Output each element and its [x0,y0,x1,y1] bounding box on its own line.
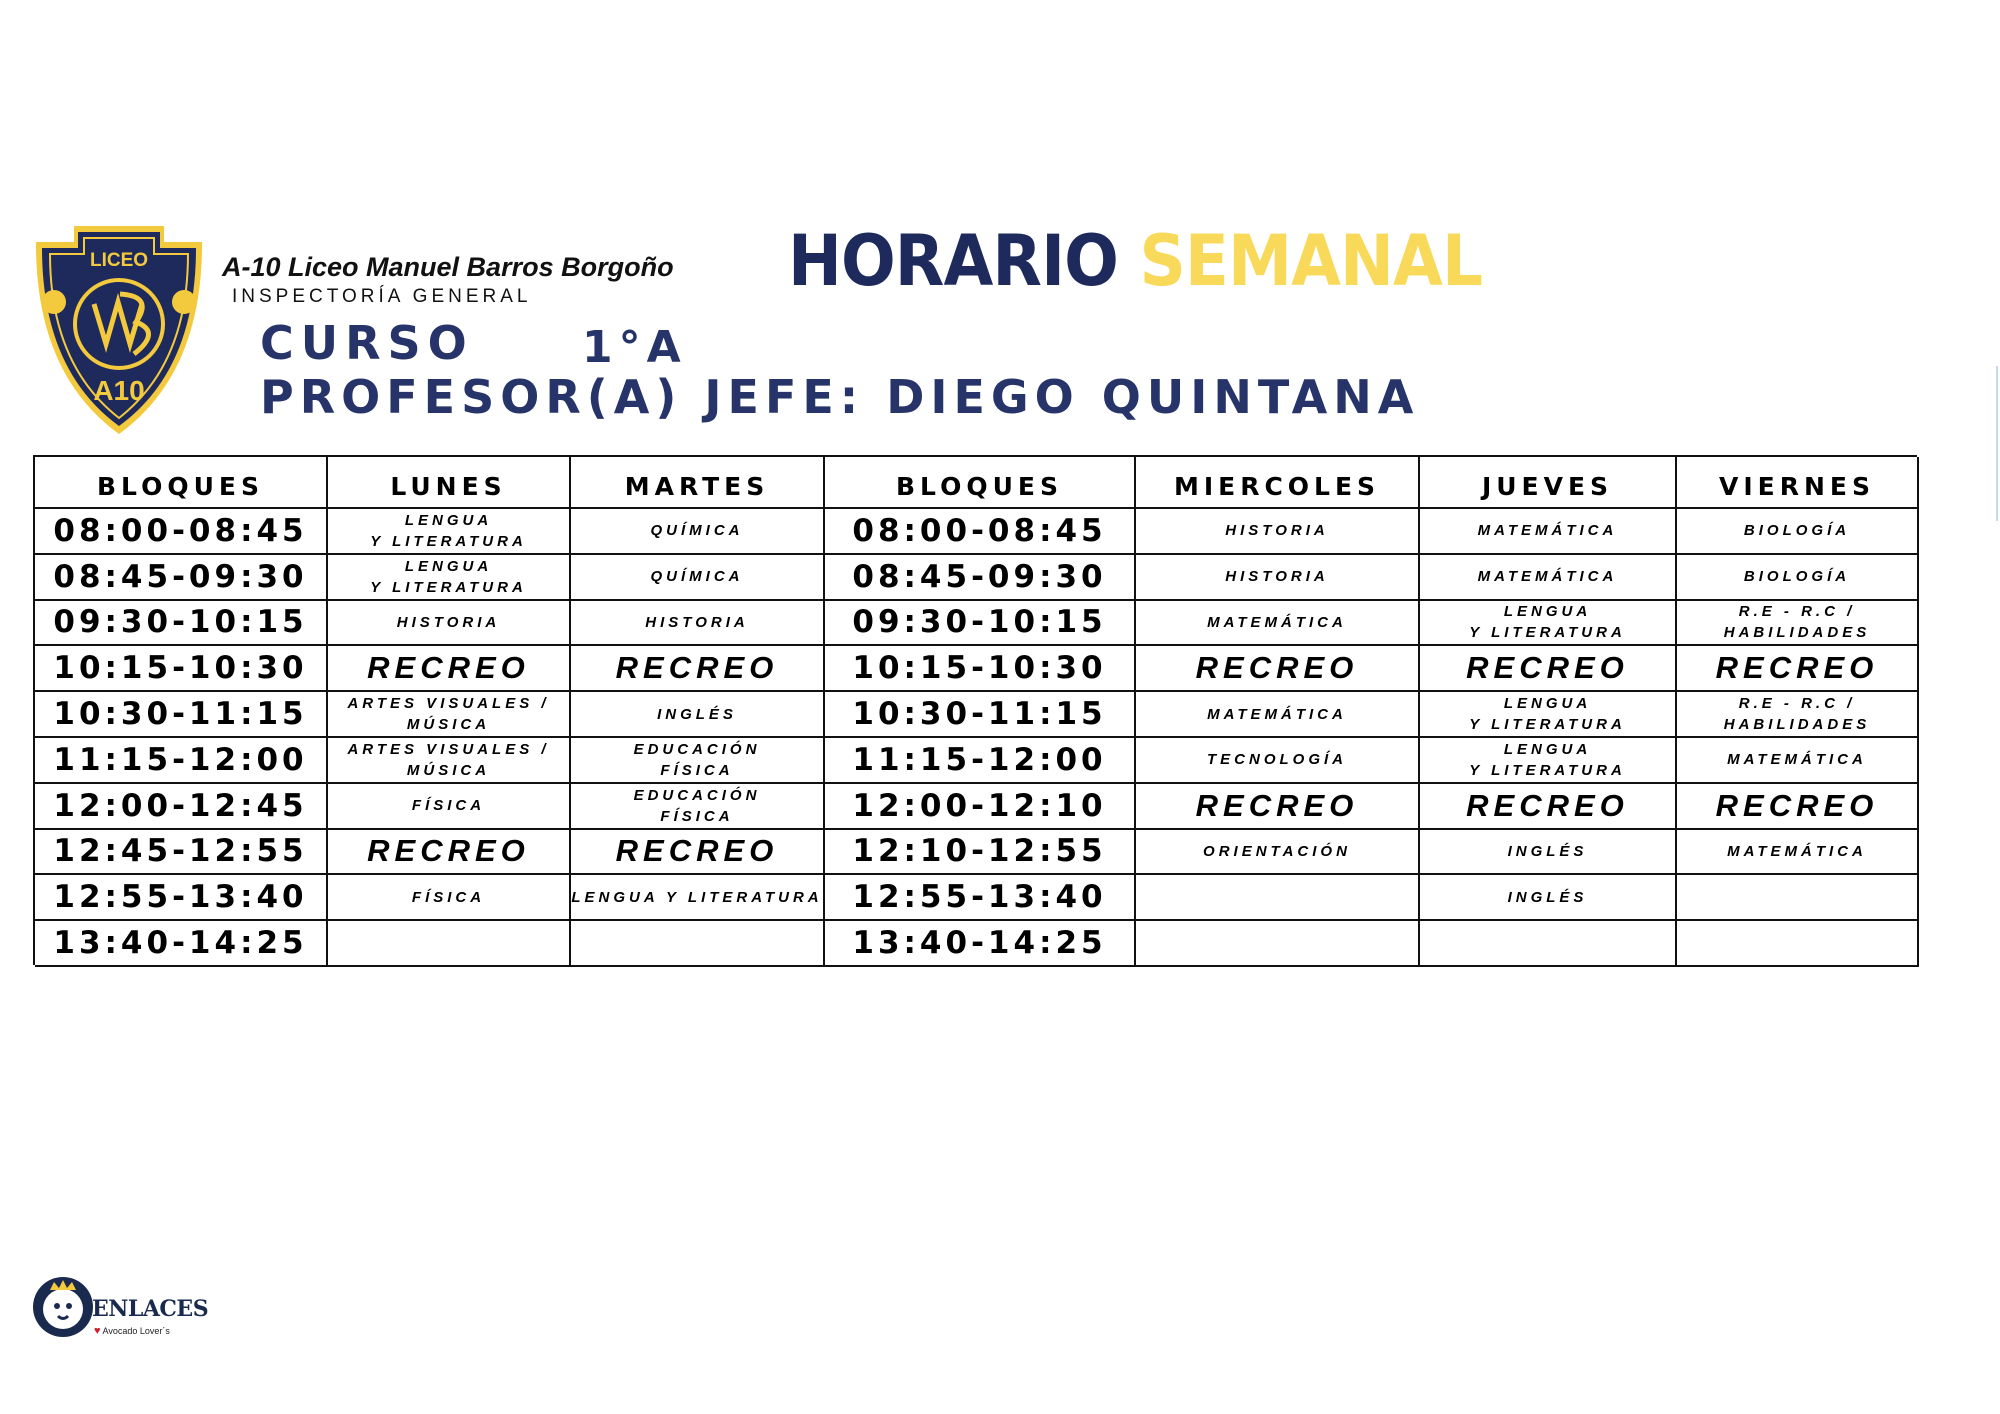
schedule-table [33,455,1917,965]
subject-cell: QUÍMICA [571,509,825,555]
subject-cell: MATEMÁTICA [1677,830,1919,876]
subject-cell: MATEMÁTICA [1420,509,1677,555]
lion-logo-icon [32,1276,94,1338]
recess-cell: RECREO [1136,784,1420,830]
school-crest-logo [34,224,204,436]
subject-cell: TECNOLOGÍA [1136,738,1420,784]
subject-cell: FÍSICA [328,875,571,921]
column-header: VIERNES [1677,457,1919,509]
subject-cell: ARTES VISUALES / MÚSICA [328,738,571,784]
time-block-cell: 08:45-09:30 [825,555,1136,601]
subject-cell: LENGUA Y LITERATURA [1420,601,1677,647]
time-block-cell: 12:55-13:40 [825,875,1136,921]
time-block-cell: 08:00-08:45 [825,509,1136,555]
time-block-cell: 10:15-10:30 [35,646,328,692]
recess-cell: RECREO [328,830,571,876]
time-block-cell: 08:45-09:30 [35,555,328,601]
time-block-cell: 11:15-12:00 [825,738,1136,784]
subject-cell: R.E - R.C / HABILIDADES [1677,692,1919,738]
subject-cell: EDUCACIÓN FÍSICA [571,784,825,830]
recess-cell: RECREO [1136,646,1420,692]
recess-cell: RECREO [1677,784,1919,830]
column-header: LUNES [328,457,571,509]
recess-cell: RECREO [1677,646,1919,692]
subject-cell: QUÍMICA [571,555,825,601]
course-value: 1°A [582,322,687,373]
recess-cell: RECREO [571,830,825,876]
column-header: MIERCOLES [1136,457,1420,509]
subject-cell [571,921,825,967]
time-block-cell: 10:30-11:15 [825,692,1136,738]
school-name: A-10 Liceo Manuel Barros Borgoño [222,252,674,282]
subject-cell [1677,875,1919,921]
subject-cell: MATEMÁTICA [1420,555,1677,601]
subject-cell [1136,875,1420,921]
recess-cell: RECREO [328,646,571,692]
subject-cell [328,921,571,967]
subject-cell: ORIENTACIÓN [1136,830,1420,876]
footer-tagline [94,1325,170,1337]
subject-cell [1136,921,1420,967]
subject-cell: INGLÉS [571,692,825,738]
page-title [788,220,1482,302]
recess-cell: RECREO [1420,784,1677,830]
subject-cell: MATEMÁTICA [1677,738,1919,784]
column-header: BLOQUES [825,457,1136,509]
time-block-cell: 13:40-14:25 [825,921,1136,967]
column-header: BLOQUES [35,457,328,509]
subject-cell: BIOLOGÍA [1677,509,1919,555]
recess-cell: RECREO [1420,646,1677,692]
time-block-cell: 12:45-12:55 [35,830,328,876]
time-block-cell: 11:15-12:00 [35,738,328,784]
subject-cell: LENGUA Y LITERATURA [1420,738,1677,784]
subject-cell: BIOLOGÍA [1677,555,1919,601]
time-block-cell: 08:00-08:45 [35,509,328,555]
subject-cell [1677,921,1919,967]
subject-cell [1420,921,1677,967]
subject-cell: LENGUA Y LITERATURA [1420,692,1677,738]
footer-brand: ENLACES [92,1296,209,1322]
subject-cell: HISTORIA [1136,509,1420,555]
crest-bottom-text: A10 [93,375,145,406]
department-name: INSPECTORÍA GENERAL [232,286,532,307]
column-header: JUEVES [1420,457,1677,509]
time-block-cell: 10:30-11:15 [35,692,328,738]
time-block-cell: 13:40-14:25 [35,921,328,967]
subject-cell: HISTORIA [328,601,571,647]
subject-cell: INGLÉS [1420,830,1677,876]
footer-tagline-text: Avocado Lover´s [102,1326,170,1336]
subject-cell: MATEMÁTICA [1136,601,1420,647]
column-header: MARTES [571,457,825,509]
time-block-cell: 12:55-13:40 [35,875,328,921]
time-block-cell: 12:00-12:45 [35,784,328,830]
subject-cell: LENGUA Y LITERATURA [328,509,571,555]
crest-top-text: LICEO [89,250,149,271]
subject-cell: R.E - R.C / HABILIDADES [1677,601,1919,647]
subject-cell: HISTORIA [1136,555,1420,601]
course-label: CURSO [260,316,474,370]
title-part1: HORARIO [788,220,1118,302]
subject-cell: FÍSICA [328,784,571,830]
time-block-cell: 12:10-12:55 [825,830,1136,876]
head-teacher: PROFESOR(A) JEFE: DIEGO QUINTANA [260,370,1420,424]
subject-cell: HISTORIA [571,601,825,647]
time-block-cell: 09:30-10:15 [825,601,1136,647]
time-block-cell: 12:00-12:10 [825,784,1136,830]
time-block-cell: 09:30-10:15 [35,601,328,647]
subject-cell: LENGUA Y LITERATURA [328,555,571,601]
time-block-cell: 10:15-10:30 [825,646,1136,692]
title-part2: SEMANAL [1139,220,1483,302]
subject-cell: ARTES VISUALES / MÚSICA [328,692,571,738]
edge-marker [1996,366,1998,521]
heart-icon: ♥ [94,1325,101,1337]
subject-cell: INGLÉS [1420,875,1677,921]
subject-cell: EDUCACIÓN FÍSICA [571,738,825,784]
subject-cell: MATEMÁTICA [1136,692,1420,738]
subject-cell: LENGUA Y LITERATURA [571,875,825,921]
recess-cell: RECREO [571,646,825,692]
